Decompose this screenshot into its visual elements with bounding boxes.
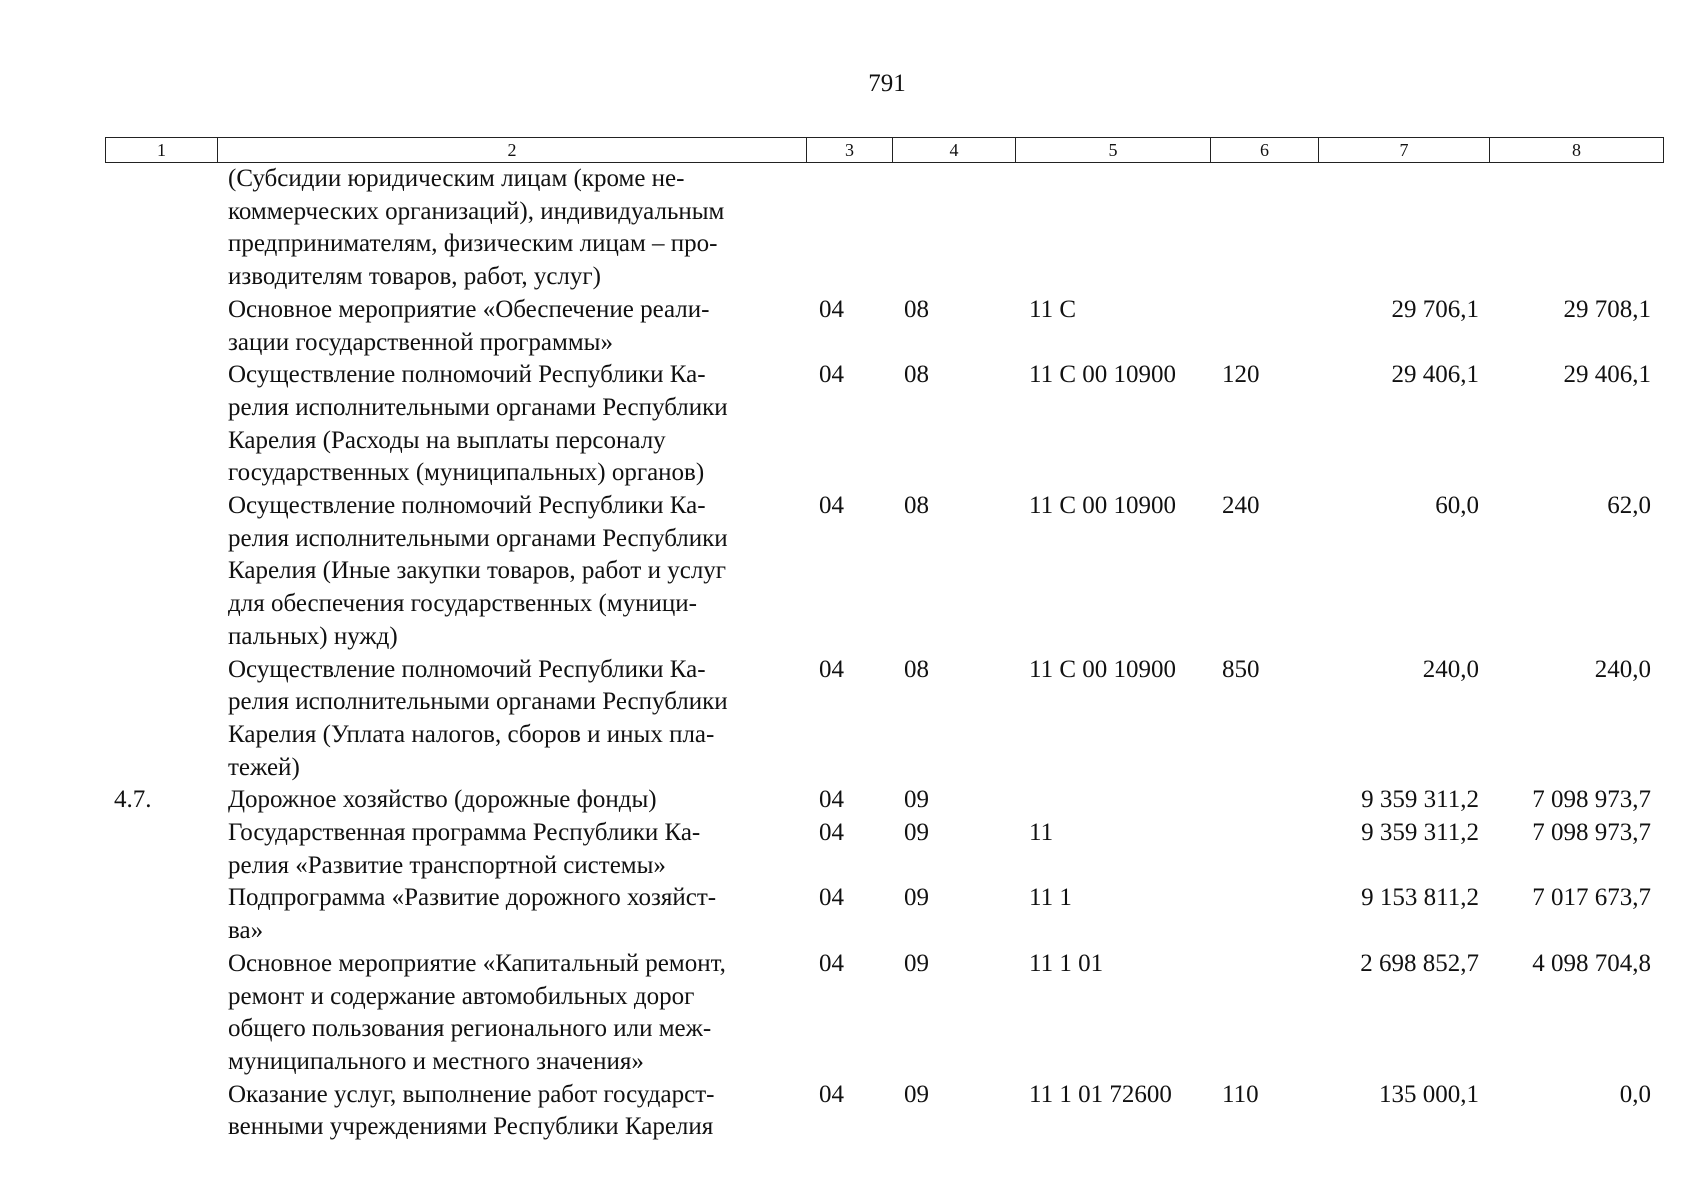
section-code: 04 <box>819 884 844 912</box>
row-description <box>228 817 806 882</box>
header-col-4: 4 <box>893 138 1016 163</box>
description-line: Подпрограмма «Развитие дорожного хозяйст- <box>228 884 717 912</box>
section-code: 04 <box>819 295 844 323</box>
header-col-1: 1 <box>106 138 218 163</box>
header-col-2: 2 <box>218 138 807 163</box>
target-article-code: 11 С <box>1029 295 1076 323</box>
amount-year-2: 7 098 973,7 <box>1532 819 1651 847</box>
description-line: релия исполнительными органами Республики <box>228 393 728 421</box>
description-line: тежей) <box>228 753 300 781</box>
amount-year-2: 29 406,1 <box>1563 361 1651 389</box>
table-row <box>0 294 1697 359</box>
target-article-code: 11 1 01 72600 <box>1029 1080 1172 1108</box>
section-code: 04 <box>819 492 844 520</box>
expense-type-code: 120 <box>1222 361 1260 389</box>
section-code: 04 <box>819 819 844 847</box>
description-line: Государственная программа Республики Ка- <box>228 819 701 847</box>
description-line: ва» <box>228 917 264 945</box>
section-code: 04 <box>819 949 844 977</box>
amount-year-1: 135 000,1 <box>1379 1080 1479 1108</box>
amount-year-2: 4 098 704,8 <box>1532 949 1651 977</box>
header-col-3: 3 <box>807 138 893 163</box>
subsection-code: 08 <box>904 295 929 323</box>
row-description <box>228 784 806 817</box>
subsection-code: 09 <box>904 1080 929 1108</box>
amount-year-2: 62,0 <box>1607 492 1651 520</box>
description-line: для обеспечения государственных (муници- <box>228 590 698 618</box>
table-row <box>0 654 1697 785</box>
section-code: 04 <box>819 655 844 683</box>
amount-year-2: 240,0 <box>1594 655 1651 683</box>
row-description <box>228 882 806 947</box>
table-row <box>0 359 1697 490</box>
table-row <box>0 784 1697 817</box>
target-article-code: 11 1 <box>1029 884 1072 912</box>
description-line: муниципального и местного значения» <box>228 1047 644 1075</box>
description-line: общего пользования регионального или меж- <box>228 1015 712 1043</box>
amount-year-1: 60,0 <box>1435 492 1479 520</box>
description-line: релия исполнительными органами Республики <box>228 688 728 716</box>
subsection-code: 08 <box>904 492 929 520</box>
description-line: Осуществление полномочий Республики Ка- <box>228 492 706 520</box>
amount-year-1: 9 359 311,2 <box>1361 786 1479 814</box>
amount-year-1: 2 698 852,7 <box>1360 949 1479 977</box>
header-col-8: 8 <box>1490 138 1664 163</box>
amount-year-1: 29 706,1 <box>1391 295 1479 323</box>
section-code: 04 <box>819 1080 844 1108</box>
description-line: Карелия (Иные закупки товаров, работ и услуг <box>228 557 727 585</box>
subsection-code: 09 <box>904 949 929 977</box>
subsection-code: 08 <box>904 361 929 389</box>
description-line: (Субсидии юридическим лицам (кроме не- <box>228 165 685 192</box>
column-number-header <box>105 137 1664 163</box>
page-number: 791 <box>868 70 906 97</box>
description-line: пальных) нужд) <box>228 622 398 650</box>
table-row <box>0 882 1697 947</box>
target-article-code: 11 С 00 10900 <box>1029 655 1176 683</box>
table-row <box>0 817 1697 882</box>
section-code: 04 <box>819 786 844 814</box>
subsection-code: 09 <box>904 819 929 847</box>
description-line: Основное мероприятие «Обеспечение реали- <box>228 295 710 323</box>
description-line: государственных (муниципальных) органов) <box>228 459 705 487</box>
description-line: релия «Развитие транспортной системы» <box>228 851 666 879</box>
target-article-code: 11 С 00 10900 <box>1029 361 1176 389</box>
row-description <box>228 1079 806 1144</box>
table-row <box>0 163 1697 294</box>
table-row <box>0 948 1697 1079</box>
description-line: Основное мероприятие «Капитальный ремонт, <box>228 949 726 977</box>
table-row <box>0 1079 1697 1144</box>
description-line: Осуществление полномочий Республики Ка- <box>228 361 706 389</box>
description-line: Дорожное хозяйство (дорожные фонды) <box>228 786 657 814</box>
expense-type-code: 240 <box>1222 492 1260 520</box>
amount-year-2: 7 098 973,7 <box>1532 786 1651 814</box>
description-line: предпринимателям, физическим лицам – про- <box>228 230 718 258</box>
table-row <box>0 490 1697 654</box>
description-line: венными учреждениями Республики Карелия <box>228 1113 714 1141</box>
description-line: Карелия (Расходы на выплаты персоналу <box>228 426 666 454</box>
amount-year-2: 7 017 673,7 <box>1532 884 1651 912</box>
row-description <box>228 359 806 490</box>
amount-year-1: 9 153 811,2 <box>1361 884 1479 912</box>
subsection-code: 09 <box>904 786 929 814</box>
row-description <box>228 163 806 294</box>
section-code: 04 <box>819 361 844 389</box>
description-line: ремонт и содержание автомобильных дорог <box>228 982 695 1010</box>
row-description <box>228 654 806 785</box>
header-col-6: 6 <box>1211 138 1319 163</box>
amount-year-1: 9 359 311,2 <box>1361 819 1479 847</box>
header-col-7: 7 <box>1319 138 1490 163</box>
target-article-code: 11 <box>1029 819 1054 847</box>
row-description <box>228 948 806 1079</box>
description-line: изводителям товаров, работ, услуг) <box>228 263 601 291</box>
budget-table-body <box>0 163 1697 1144</box>
row-number: 4.7. <box>114 786 152 814</box>
subsection-code: 09 <box>904 884 929 912</box>
expense-type-code: 110 <box>1222 1080 1259 1108</box>
target-article-code: 11 С 00 10900 <box>1029 492 1176 520</box>
amount-year-2: 29 708,1 <box>1563 295 1651 323</box>
subsection-code: 08 <box>904 655 929 683</box>
description-line: релия исполнительными органами Республики <box>228 524 728 552</box>
amount-year-2: 0,0 <box>1619 1080 1651 1108</box>
description-line: Оказание услуг, выполнение работ государст- <box>228 1080 715 1108</box>
description-line: Карелия (Уплата налогов, сборов и иных пла- <box>228 720 715 748</box>
target-article-code: 11 1 01 <box>1029 949 1104 977</box>
row-description <box>228 490 806 654</box>
description-line: Осуществление полномочий Республики Ка- <box>228 655 706 683</box>
amount-year-1: 240,0 <box>1422 655 1479 683</box>
row-description <box>228 294 806 359</box>
description-line: зации государственной программы» <box>228 328 613 356</box>
header-col-5: 5 <box>1016 138 1211 163</box>
expense-type-code: 850 <box>1222 655 1260 683</box>
description-line: коммерческих организаций), индивидуальным <box>228 197 725 225</box>
amount-year-1: 29 406,1 <box>1391 361 1479 389</box>
